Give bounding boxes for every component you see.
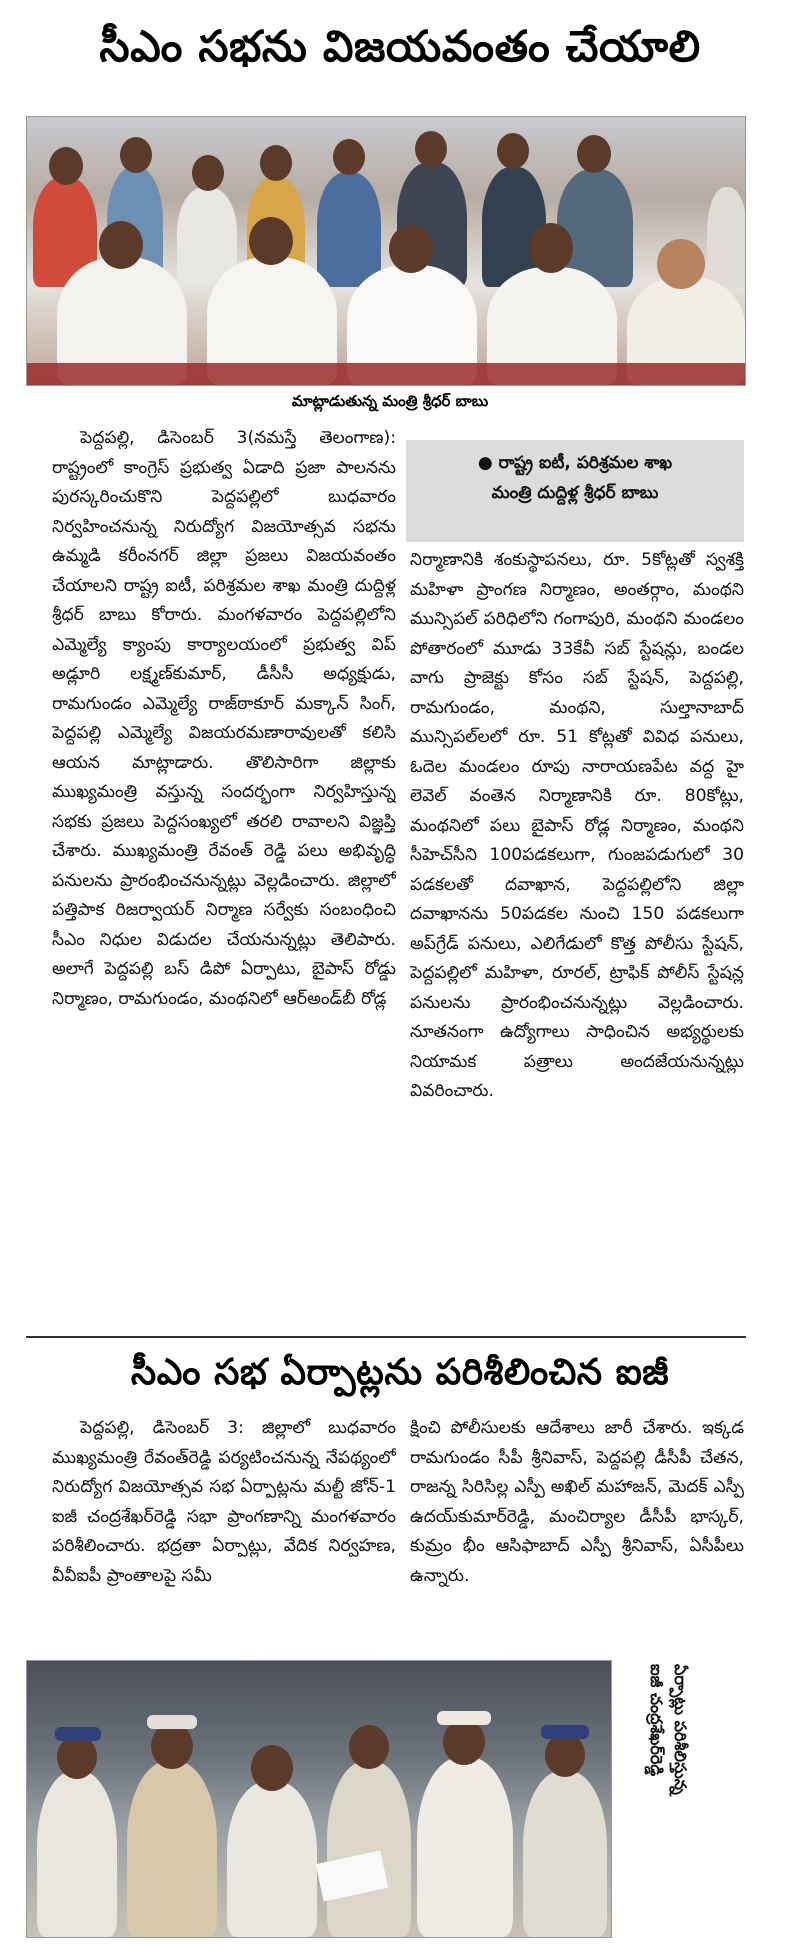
police-photo-caption-line-1: ఏర్పాట్లు పరిశీలిస్తున్న <box>671 1664 690 1795</box>
article1-column-2 <box>410 546 744 1322</box>
article1-paragraph-2: నిర్మాణానికి శంకుస్థాపనలు, రూ. 5కోట్లతో స్వశక్తి మహిళా ప్రాంగణ నిర్మాణం, అంతర్గాం, మంథని మున్సిపల్ పరిధిలోని గంగాపురి, మంథని మండలం పోతారంలో మూడు 33కేవీ సబ్ స్టేషన్లు, బండల వాగు ప్రాజెక్టు కోసం సబ్ స్టేషన్, పెద్దపల్లి, రామగుండం, మంథని, సుల్తానాబాద్ మున్సిపల్‌లలో రూ. 51 కోట్లతో వివిధ పనులు, ఓదెల మండలం రూపు నారాయణపేట వద్ద హై లెవెల్ వంతెన నిర్మాణానికి రూ. 80కోట్లు, మంథనిలో పలు బైపాస్ రోడ్ల నిర్మాణం, మంథని సీహెచ్‌సీని 100పడకలుగా, గుంజపడుగులో 30 పడకలతో దవాఖాన, పెద్దపల్లిలోని జిల్లా దవాఖానను 50పడకల నుంచి 150 పడకలుగా అప్‌గ్రేడ్ పనులు, ఎలిగేడులో కొత్త పోలీసు స్టేషన్, పెద్దపల్లిలో మహిళా, రూరల్, ట్రాఫిక్ పోలీస్ స్టేషన్ల పనులను ప్రారంభించనున్నట్లు వెల్లడించారు. నూతనంగా ఉద్యోగాలు సాధించిన అభ్యర్థులకు నియామక పత్రాలు అందజేయనున్నట్లు వివరించారు. <box>410 550 744 1101</box>
article-separator <box>26 1336 746 1338</box>
press-meet-photo-caption: మాట్లాడుతున్న మంత్రి శ్రీధర్ బాబు <box>291 392 489 410</box>
press-meet-photo <box>26 116 746 386</box>
article2-paragraph-1: పెద్దపల్లి, డిసెంబర్ 3: జిల్లాలో బుధవారం ముఖ్యమంత్రి రేవంత్‌రెడ్డి పర్యటించనున్న నేపథ్యంలో నిరుద్యోగ విజయోత్సవ సభ ఏర్పాట్లను మల్టీ జోన్-1 ఐజీ చంద్రశేఖర్‌రెడ్డి సభా ప్రాంగణాన్ని మంగళవారం పరిశీలించారు. భద్రతా ఏర్పాట్లు, వేదిక నిర్వహణ, వీవీఐపీ ప్రాంతాలపై సమీ <box>52 1418 396 1586</box>
highlight-box <box>406 440 744 542</box>
article2-headline: సీఎం సభ ఏర్పాట్లను పరిశీలించిన ఐజీ <box>130 1352 670 1393</box>
article2-paragraph-2: క్షించి పోలీసులకు ఆదేశాలు జారీ చేశారు. ఇక్కడ రామగుండం సీపీ శ్రీనివాస్, పెద్దపల్లి డీసీపీ చేతన, రాజన్న సిరిసిల్ల ఎస్పీ అఖిల్ మహాజన్, మెదక్ ఎస్పీ ఉదయ్‌కుమార్‌రెడ్డి, మంచిర్యాల డీసీపీ భాస్కర్, కుమ్రం భీం ఆసిఫాబాద్ ఎస్పీ శ్రీనివాస్, ఏసీపీలు ఉన్నారు. <box>410 1418 744 1586</box>
article1-column-1 <box>52 424 396 1322</box>
police-inspection-photo <box>26 1660 612 1938</box>
article1-paragraph-1: పెద్దపల్లి, డిసెంబర్ 3(నమస్తే తెలంగాణ): రాష్ట్రంలో కాంగ్రెస్ ప్రభుత్వ ఏడాది ప్రజా పాలనను పురస్కరించుకొని పెద్దపల్లిలో బుధవారం నిర్వహించనున్న నిరుద్యోగ విజయోత్సవ సభను ఉమ్మడి కరీంనగర్ జిల్లా ప్రజలు విజయవంతం చేయాలని రాష్ట్ర ఐటీ, పరిశ్రమల శాఖ మంత్రి దుద్దిళ్ల శ్రీధర్ బాబు కోరారు. మంగళవారం పెద్దపల్లిలోని ఎమ్మెల్యే క్యాంపు కార్యాలయంలో ప్రభుత్వ విప్ అడ్లూరి లక్ష్మణ్‌కుమార్, డీసీసీ అధ్యక్షుడు, రామగుండం ఎమ్మెల్యే రాజ్‌ఠాకూర్ మక్కాన్ సింగ్, పెద్దపల్లి ఎమ్మెల్యే విజయరమణారావులతో కలిసి ఆయన మాట్లాడారు. తొలిసారిగా జిల్లాకు ముఖ్యమంత్రి వస్తున్న సందర్భంగా నిర్వహిస్తున్న సభకు ప్రజలు పెద్దసంఖ్యలో తరలి రావాలని విజ్ఞప్తి చేశారు. ముఖ్యమంత్రి రేవంత్ రెడ్డి పలు అభివృద్ధి పనులను ప్రారంభించనున్నట్లు వెల్లడించారు. జిల్లాలో పత్తిపాక రిజర్వాయర్ నిర్మాణ సర్వేకు సంబంధించి సీఎం నిధుల విడుదల చేయనున్నట్లు తెలిపారు. అలాగే పెద్దపల్లి బస్ డిపో ఏర్పాటు, బైపాస్ రోడ్డు నిర్మాణం, రామగుండం, మంథనిలో ఆర్‌అండ్‌బీ రోడ్ల <box>52 428 396 1009</box>
police-photo-caption-line-2: ఐజీ చంద్రశేఖర్‌రెడ్డి <box>647 1664 666 1777</box>
article1-headline: సీఎం సభను విజయవంతం చేయాలి <box>99 22 701 72</box>
article2-column-1 <box>52 1414 396 1652</box>
highlight-line-1: ● రాష్ట్ర ఐటీ, పరిశ్రమల శాఖ <box>477 453 673 473</box>
article2-column-2 <box>410 1414 744 1652</box>
police-photo-caption <box>622 1664 692 1932</box>
highlight-line-2: మంత్రి దుద్దిళ్ల శ్రీధర్ బాబు <box>491 483 659 503</box>
